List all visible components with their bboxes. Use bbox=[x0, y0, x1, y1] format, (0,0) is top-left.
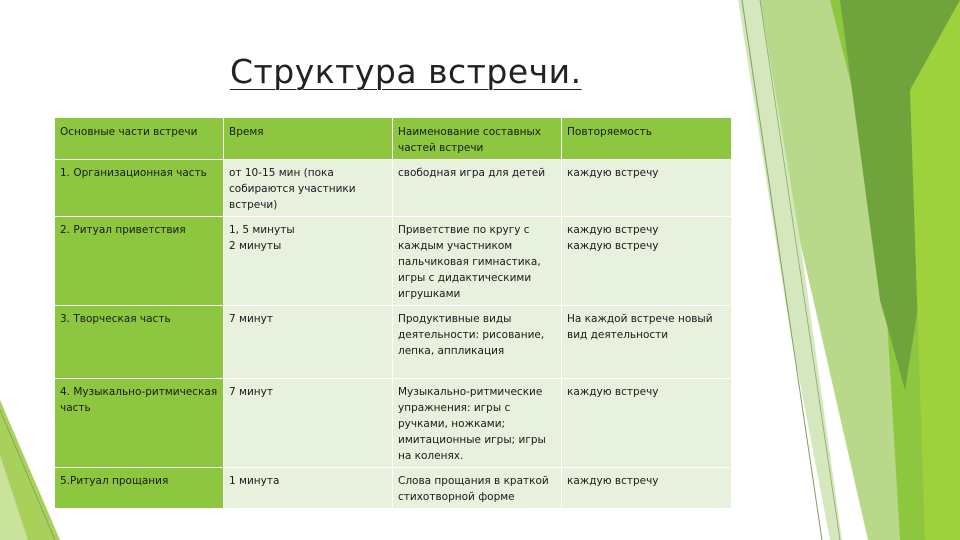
repeat-cell: каждую встречу bbox=[562, 468, 732, 509]
repeat-cell: На каждой встрече новый вид деятельности bbox=[562, 306, 732, 379]
part-cell: 2. Ритуал приветствия bbox=[55, 217, 224, 306]
header-cell: Наименование составных частей встречи bbox=[393, 118, 562, 160]
name-cell: Продуктивные виды деятельности: рисование, лепка, аппликация bbox=[393, 306, 562, 379]
time-cell: 1 минута bbox=[224, 468, 393, 509]
slide-title: Структура встречи. bbox=[230, 52, 582, 91]
part-cell: 4. Музыкально-ритмическая часть bbox=[55, 379, 224, 468]
name-cell: Приветствие по кругу с каждым участником пальчиковая гимнастика, игры с дидактическими игрушками bbox=[393, 217, 562, 306]
time-cell: 7 минут bbox=[224, 306, 393, 379]
header-cell: Время bbox=[224, 118, 393, 160]
time-cell: от 10-15 мин (пока собираются участники встречи) bbox=[224, 160, 393, 217]
header-cell: Повторяемость bbox=[562, 118, 732, 160]
header-cell: Основные части встречи bbox=[55, 118, 224, 160]
table-row bbox=[55, 160, 732, 217]
part-cell: 3. Творческая часть bbox=[55, 306, 224, 379]
name-cell: свободная игра для детей bbox=[393, 160, 562, 217]
name-cell: Слова прощания в краткой стихотворной форме bbox=[393, 468, 562, 509]
time-cell: 1, 5 минуты 2 минуты bbox=[224, 217, 393, 306]
table-row bbox=[55, 379, 732, 468]
time-cell: 7 минут bbox=[224, 379, 393, 468]
table-row bbox=[55, 468, 732, 509]
table-header-row bbox=[55, 118, 732, 160]
part-cell: 5.Ритуал прощания bbox=[55, 468, 224, 509]
table-row bbox=[55, 217, 732, 306]
repeat-cell: каждую встречу bbox=[562, 160, 732, 217]
structure-table bbox=[54, 117, 732, 509]
repeat-cell: каждую встречу bbox=[562, 379, 732, 468]
name-cell: Музыкально-ритмические упражнения: игры с ручками, ножками; имитационные игры; игры на коленях. bbox=[393, 379, 562, 468]
table-row bbox=[55, 306, 732, 379]
repeat-cell: каждую встречу каждую встречу bbox=[562, 217, 732, 306]
part-cell: 1. Организационная часть bbox=[55, 160, 224, 217]
